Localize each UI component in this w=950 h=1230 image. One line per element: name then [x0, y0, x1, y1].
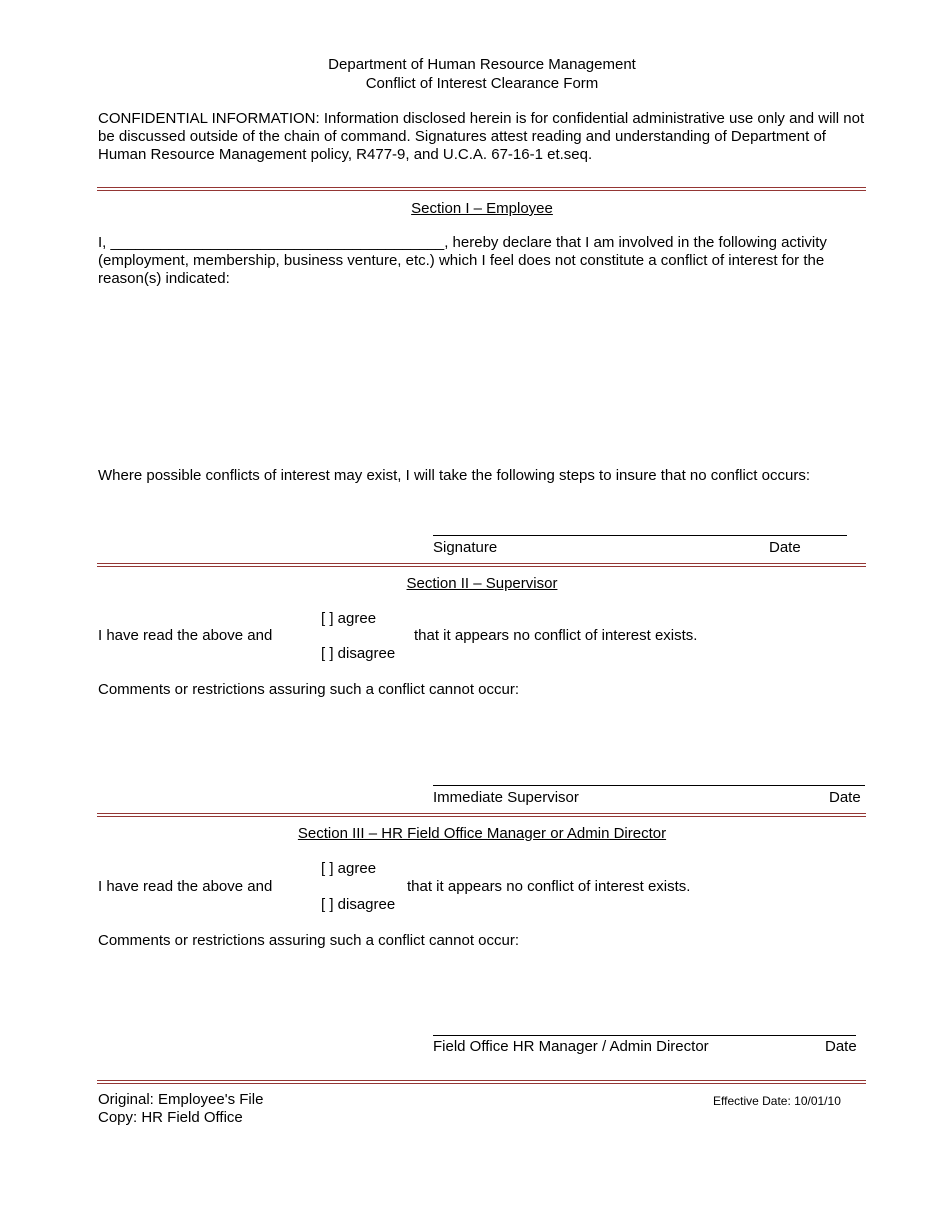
section-2-title: Section II – Supervisor: [406, 575, 558, 592]
hr-read-text: I have read the above and: [98, 878, 273, 895]
steps-text: Where possible conflicts of interest may exist, I will take the following steps to insure that no conflict occurs:: [98, 467, 810, 484]
hr-comments-label: Comments or restrictions assuring such a conflict cannot occur:: [98, 932, 520, 949]
employee-declaration: [98, 234, 868, 288]
supervisor-signature-label: Immediate Supervisor: [433, 789, 579, 806]
footer-divider: [97, 1083, 866, 1084]
copy-note: Copy: HR Field Office: [98, 1109, 243, 1126]
supervisor-disagree-checkbox[interactable]: [ ] disagree: [321, 645, 396, 662]
confidential-notice: CONFIDENTIAL INFORMATION: Information disclosed herein is for confidential administrative use only and will not be discussed outside of the chain of command. Signatures attest reading and understanding of Department of Human Resource Management policy, R477-9, and U.C.A. 67-16-1 et.seq.: [98, 110, 865, 163]
original-copy-note: Original: Employee's File: [98, 1091, 264, 1108]
supervisor-read-text: I have read the above and: [98, 627, 273, 644]
hr-disagree-checkbox[interactable]: [ ] disagree: [321, 896, 396, 913]
hr-date-label: Date: [825, 1038, 857, 1055]
employee-signature-label: Signature: [433, 539, 498, 556]
effective-date: Effective Date: 10/01/10: [713, 1094, 841, 1108]
section-divider: [97, 813, 866, 814]
supervisor-signature-line[interactable]: [433, 785, 865, 786]
hr-signature-line[interactable]: [433, 1035, 856, 1036]
hr-signature-label: Field Office HR Manager / Admin Director: [433, 1038, 709, 1055]
section-divider: [97, 816, 866, 817]
supervisor-agree-checkbox[interactable]: [ ] agree: [321, 610, 377, 627]
supervisor-date-label: Date: [829, 789, 861, 806]
department-name: Department of Human Resource Management: [328, 56, 636, 73]
declaration-start: I,: [98, 234, 111, 251]
section-divider: [97, 563, 866, 564]
supervisor-conclusion: that it appears no conflict of interest exists.: [414, 627, 698, 644]
employee-date-label: Date: [769, 539, 801, 556]
hr-conclusion: that it appears no conflict of interest exists.: [407, 878, 691, 895]
employee-signature-line[interactable]: [433, 535, 847, 536]
hr-agree-checkbox[interactable]: [ ] agree: [321, 860, 377, 877]
section-1-title: Section I – Employee: [411, 200, 553, 217]
section-3-title: Section III – HR Field Office Manager or Admin Director: [297, 825, 667, 842]
form-title: Conflict of Interest Clearance Form: [365, 75, 599, 92]
declaration-rest: , hereby declare that I am involved in the following activity (employment, membership, business venture, etc.) which I feel does not constitute a conflict of interest for the reason(s) indicated:: [98, 234, 827, 287]
employee-name-blank[interactable]: ________________________________________: [110, 234, 445, 251]
section-divider: [97, 566, 866, 567]
supervisor-comments-label: Comments or restrictions assuring such a conflict cannot occur:: [98, 681, 520, 698]
section-divider: [97, 190, 866, 191]
footer-divider: [97, 1080, 866, 1081]
section-divider: [97, 187, 866, 188]
